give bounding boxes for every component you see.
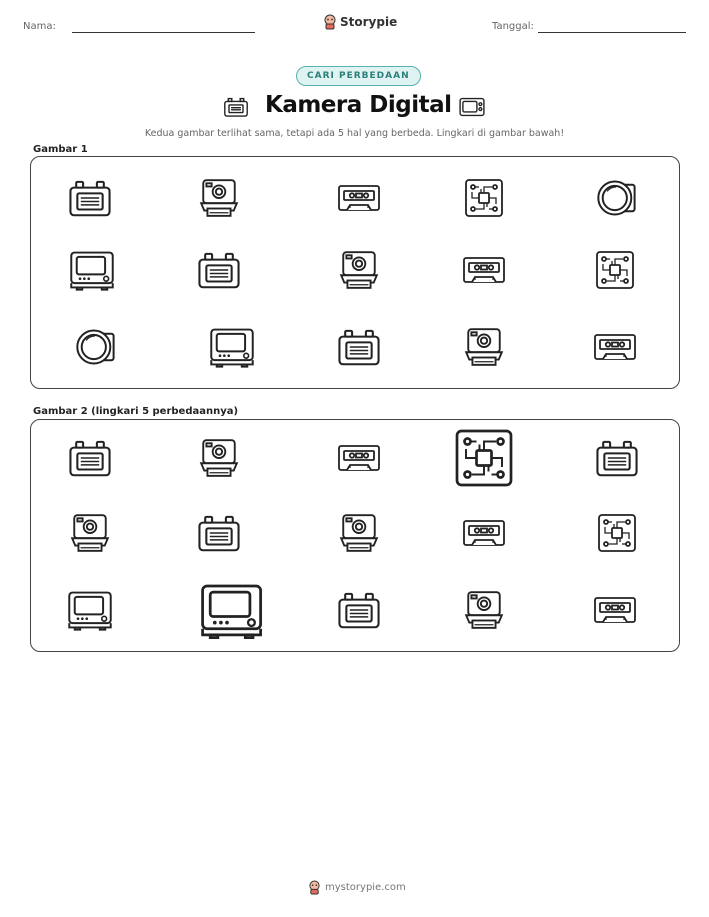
cassette-icon[interactable]	[593, 593, 637, 627]
camera-icon	[338, 248, 380, 292]
battery-icon[interactable]	[196, 512, 242, 554]
date-label: Tanggal:	[492, 21, 534, 32]
cassette-icon	[593, 330, 637, 364]
cassette-icon	[462, 253, 506, 287]
camera-icon[interactable]	[198, 436, 240, 480]
picture2-label: Gambar 2 (lingkari 5 perbedaannya)	[33, 406, 239, 417]
name-field[interactable]	[72, 32, 255, 33]
tv-icon	[68, 249, 116, 291]
battery-icon	[67, 177, 113, 219]
footer	[308, 880, 406, 895]
battery-title-icon	[222, 94, 250, 120]
storypie-mascot-icon	[323, 14, 337, 30]
tv-title-icon	[458, 94, 486, 120]
battery-icon[interactable]	[336, 589, 382, 631]
tv-icon[interactable]	[66, 589, 114, 631]
date-field[interactable]	[538, 32, 686, 33]
activity-badge: CARI PERBEDAAN	[296, 66, 421, 86]
camera-icon	[463, 325, 505, 369]
lens-icon	[595, 176, 639, 220]
cassette-icon	[337, 181, 381, 215]
cassette-icon[interactable]	[337, 441, 381, 475]
battery-icon	[336, 326, 382, 368]
battery-icon[interactable]	[67, 437, 113, 479]
camera-icon	[198, 176, 240, 220]
instructions: Kedua gambar terlihat sama, tetapi ada 5 hal yang berbeda. Lingkari di gambar bawah!	[144, 128, 565, 139]
camera-icon[interactable]	[463, 588, 505, 632]
battery-icon[interactable]	[594, 437, 640, 479]
brand-name: Storypie	[340, 15, 398, 29]
cassette-icon[interactable]	[462, 516, 506, 550]
name-label: Nama:	[23, 21, 56, 32]
camera-icon[interactable]	[69, 511, 111, 555]
tv-icon[interactable]	[198, 581, 265, 640]
camera-icon[interactable]	[338, 511, 380, 555]
footer-url: mystorypie.com	[325, 882, 406, 893]
page-title: Kamera Digital	[265, 92, 452, 118]
storypie-mascot-icon	[308, 880, 321, 895]
chip-icon	[595, 250, 635, 290]
chip-icon[interactable]	[597, 513, 637, 553]
chip-icon	[464, 178, 504, 218]
tv-icon	[208, 326, 256, 368]
picture1-label: Gambar 1	[33, 144, 88, 155]
chip-icon[interactable]	[454, 428, 514, 488]
battery-icon	[196, 249, 242, 291]
brand-logo	[323, 14, 397, 30]
lens-icon	[74, 325, 118, 369]
